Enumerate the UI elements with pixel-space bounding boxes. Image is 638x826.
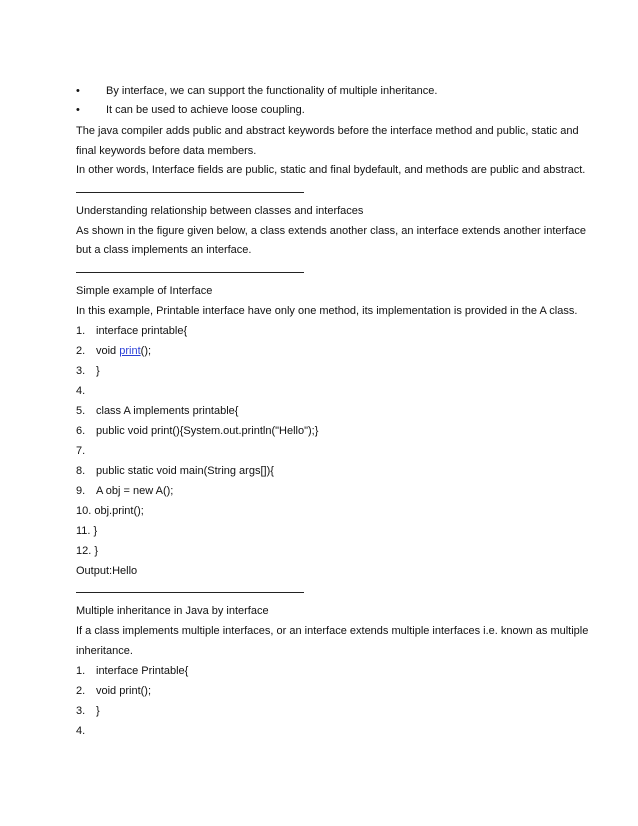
code-line-number: 8. bbox=[76, 465, 86, 477]
paragraph-line: As shown in the figure given below, a class extends another class, an interface extends another interface bbox=[76, 225, 586, 237]
code-line bbox=[96, 344, 151, 358]
code-line-number: 3. bbox=[76, 365, 86, 377]
paragraph-line: If a class implements multiple interfaces, or an interface extends multiple interfaces i.e. known as multiple bbox=[76, 625, 589, 637]
code-line: interface printable{ bbox=[96, 325, 188, 337]
section-heading: Understanding relationship between classes and interfaces bbox=[76, 205, 364, 217]
code-line-number: 5. bbox=[76, 405, 86, 417]
code-line: void print(); bbox=[96, 685, 152, 697]
horizontal-rule bbox=[76, 192, 304, 193]
paragraph-line: final keywords before data members. bbox=[76, 145, 257, 157]
paragraph-line: The java compiler adds public and abstract keywords before the interface method and public, static and bbox=[76, 125, 579, 137]
code-line: public void print(){System.out.println("Hello");} bbox=[96, 425, 319, 437]
code-line: } bbox=[96, 705, 100, 717]
code-line-number: 1. bbox=[76, 665, 86, 677]
code-line-number: 2. bbox=[76, 685, 86, 697]
code-line: } bbox=[96, 365, 100, 377]
code-line-number: 6. bbox=[76, 425, 86, 437]
paragraph-line: In other words, Interface fields are public, static and final bydefault, and methods are public and abstract. bbox=[76, 164, 586, 176]
code-line: 11. } bbox=[76, 525, 98, 537]
code-text: (); bbox=[140, 345, 152, 357]
code-line-number: 4. bbox=[76, 725, 86, 737]
code-line: public static void main(String args[]){ bbox=[96, 465, 274, 477]
code-text: void bbox=[96, 345, 120, 357]
code-line-number: 9. bbox=[76, 485, 86, 497]
code-line-number: 4. bbox=[76, 385, 86, 397]
bullet-text: By interface, we can support the functionality of multiple inheritance. bbox=[106, 85, 438, 97]
bullet-text: It can be used to achieve loose coupling. bbox=[106, 104, 305, 116]
code-line-number: 1. bbox=[76, 325, 86, 337]
output-text: Output:Hello bbox=[76, 565, 138, 577]
section-heading: Multiple inheritance in Java by interface bbox=[76, 605, 269, 617]
horizontal-rule bbox=[76, 592, 304, 593]
paragraph-line: but a class implements an interface. bbox=[76, 244, 252, 256]
code-line-number: 7. bbox=[76, 445, 86, 457]
code-line: interface Printable{ bbox=[96, 665, 189, 677]
code-line: A obj = new A(); bbox=[96, 485, 174, 497]
code-line-number: 2. bbox=[76, 345, 86, 357]
bullet-marker: • bbox=[76, 85, 80, 97]
code-line: 12. } bbox=[76, 545, 99, 557]
code-line-number: 3. bbox=[76, 705, 86, 717]
horizontal-rule bbox=[76, 272, 304, 273]
bullet-marker: • bbox=[76, 104, 80, 116]
paragraph-line: inheritance. bbox=[76, 645, 133, 657]
section-heading: Simple example of Interface bbox=[76, 285, 213, 297]
code-line: 10. obj.print(); bbox=[76, 505, 144, 517]
code-line: class A implements printable{ bbox=[96, 405, 239, 417]
paragraph-line: In this example, Printable interface have only one method, its implementation is provided in the A class. bbox=[76, 305, 578, 317]
print-link[interactable]: print bbox=[119, 345, 141, 357]
